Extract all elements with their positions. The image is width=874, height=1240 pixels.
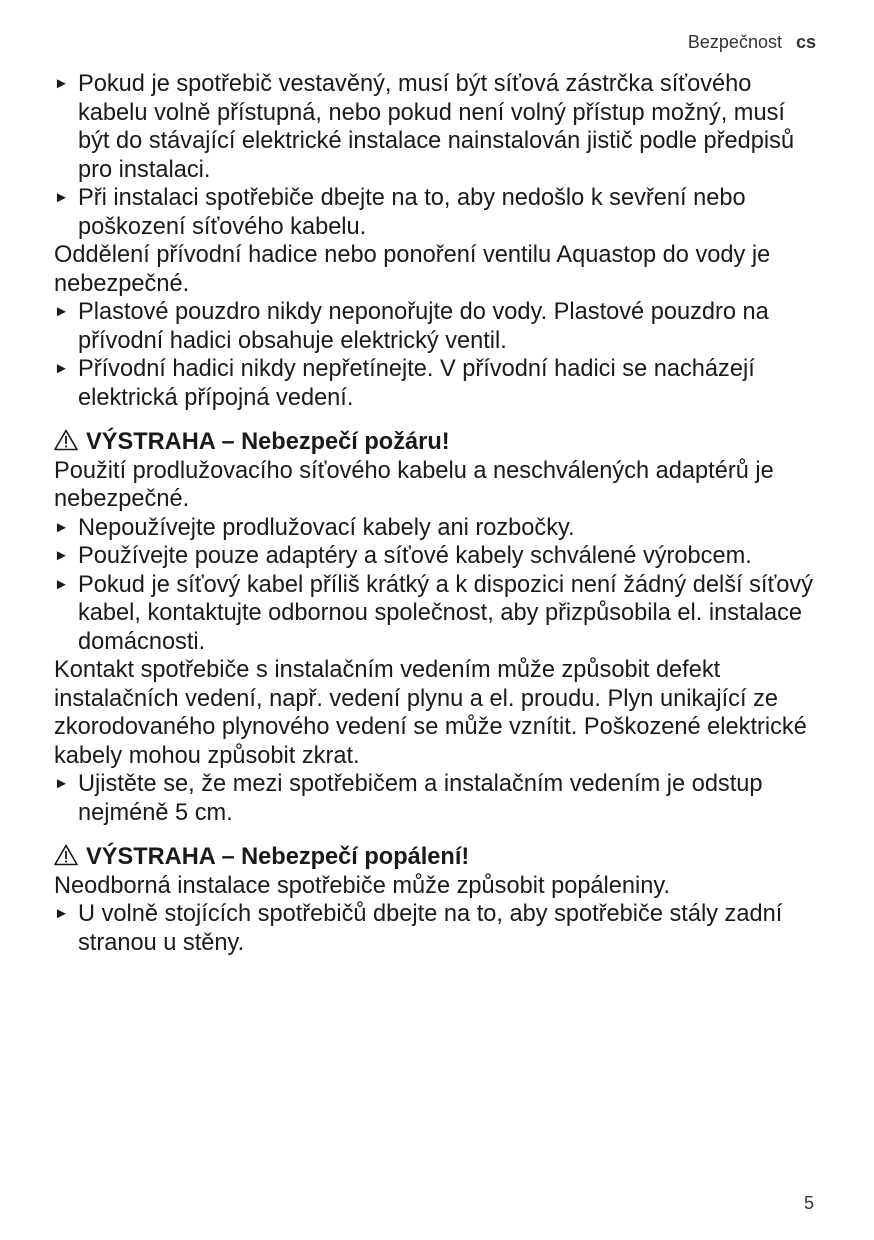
section-title: Bezpečnost	[687, 32, 782, 52]
warning-title: VÝSTRAHA – Nebezpečí požáru!	[86, 429, 450, 455]
bullet-item	[54, 298, 819, 355]
bullet-marker-icon: ►	[54, 775, 69, 792]
page-number: 5	[803, 1193, 814, 1213]
bullet-item	[54, 184, 819, 241]
bullet-marker-icon: ►	[54, 905, 69, 922]
bullet-text: Nepoužívejte prodlužovací kabely ani rozbočky.	[78, 514, 575, 541]
bullet-item	[54, 900, 819, 957]
language-code: cs	[795, 32, 816, 52]
bullet-marker-icon: ►	[54, 303, 69, 320]
bullet-item	[54, 770, 819, 827]
warning-triangle-icon	[54, 429, 78, 451]
bullet-marker-icon: ►	[54, 575, 69, 593]
paragraph: Použití prodlužovacího síťového kabelu a neschválených adaptérů je nebezpečné.	[54, 457, 774, 512]
bullet-marker-icon: ►	[54, 547, 69, 564]
bullet-text: Při instalaci spotřebiče dbejte na to, aby nedošlo k sevření nebo poškození síťového kabelu.	[78, 185, 746, 240]
bullet-text: Pokud je síťový kabel příliš krátký a k dispozici není žádný delší síťový kabel, kontaktujte odbornou společnost, aby přizpůsobila el. instalace domácnosti.	[78, 571, 814, 655]
paragraph: Kontakt spotřebiče s instalačním vedením může způsobit defekt instalačních vedení, např. vedení plynu a el. proudu. Plyn unikající ze zkorodovaného plynového vedení se může vznítit. Poškozené elektrické kabely mohou způsobit zkrat.	[54, 657, 807, 769]
bullet-text: Pokud je spotřebič vestavěný, musí být síťová zástrčka síťového kabelu volně přístupná, nebo pokud není volný přístup možný, musí být do stávající elektrické instalace nainstalován jistič podle předpisů pro instalaci.	[78, 71, 795, 183]
bullet-text: Používejte pouze adaptéry a síťové kabely schválené výrobcem.	[78, 543, 752, 569]
bullet-text: U volně stojících spotřebičů dbejte na to, aby spotřebiče stály zadní stranou u stěny.	[78, 901, 783, 956]
bullet-marker-icon: ►	[54, 75, 69, 92]
warning-triangle-icon	[54, 844, 78, 866]
document-body	[54, 70, 819, 957]
paragraph: Neodborná instalace spotřebiče může způsobit popáleniny.	[54, 872, 671, 899]
bullet-item	[54, 70, 819, 184]
warning-heading	[54, 428, 819, 457]
bullet-item	[54, 542, 819, 571]
page-header	[688, 31, 816, 53]
warning-heading	[54, 843, 819, 872]
bullet-item	[54, 571, 819, 657]
paragraph: Oddělení přívodní hadice nebo ponoření ventilu Aquastop do vody je nebezpečné.	[54, 242, 771, 297]
bullet-marker-icon: ►	[54, 360, 69, 377]
bullet-item	[54, 514, 819, 543]
bullet-text: Přívodní hadici nikdy nepřetínejte. V přívodní hadici se nacházejí elektrická přípojná vedení.	[78, 356, 755, 411]
bullet-text: Ujistěte se, že mezi spotřebičem a instalačním vedením je odstup nejméně 5 cm.	[78, 771, 763, 826]
bullet-item	[54, 355, 819, 412]
bullet-marker-icon: ►	[54, 189, 69, 206]
bullet-text: Plastové pouzdro nikdy neponořujte do vody. Plastové pouzdro na přívodní hadici obsahuje elektrický ventil.	[78, 299, 769, 354]
warning-title: VÝSTRAHA – Nebezpečí popálení!	[86, 844, 470, 870]
bullet-marker-icon: ►	[54, 518, 69, 536]
